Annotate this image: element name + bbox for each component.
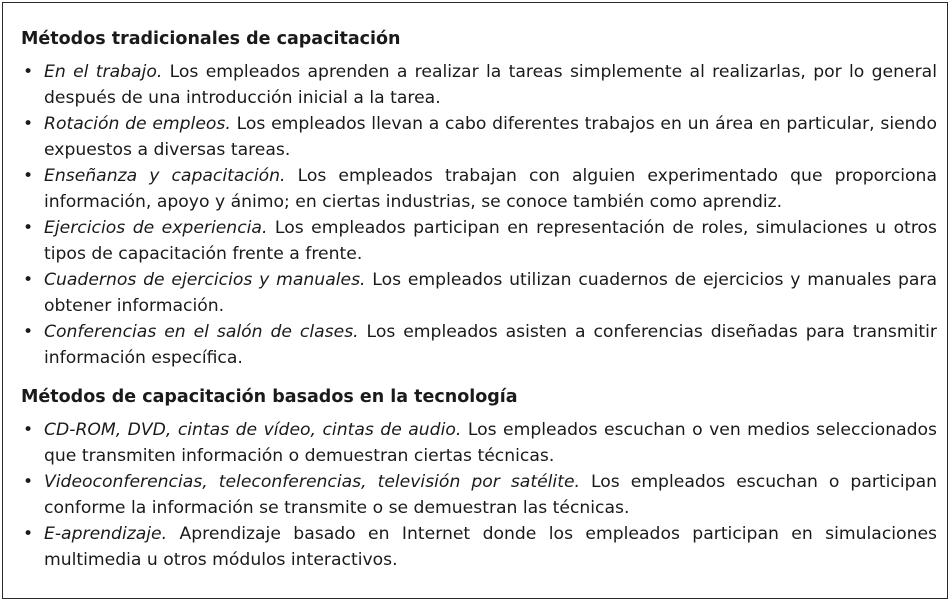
list-item	[21, 469, 937, 521]
item-text: Los empleados utilizan cuadernos de ejercicios y manuales para obtener información.	[44, 270, 937, 316]
list-item	[21, 215, 937, 267]
item-text: Los empleados escuchan o ven medios seleccionados que transmiten información o demuestran ciertas técnicas.	[44, 420, 938, 466]
list-item	[21, 163, 937, 215]
list-item	[21, 267, 937, 319]
bullet-icon: •	[23, 322, 34, 342]
bullet-icon: •	[23, 114, 34, 134]
traditional-methods-list	[21, 59, 937, 371]
item-term: Cuadernos de ejercicios y manuales.	[44, 270, 366, 290]
item-term: Videoconferencias, teleconferencias, televisión por satélite.	[44, 472, 580, 492]
item-text: Los empleados asisten a conferencias diseñadas para transmitir información específica.	[44, 322, 937, 368]
item-term: En el trabajo.	[44, 62, 163, 82]
content-box	[2, 2, 948, 599]
bullet-icon: •	[23, 270, 34, 290]
section-title-traditional: Métodos tradicionales de capacitación	[21, 29, 401, 49]
item-term: CD-ROM, DVD, cintas de vídeo, cintas de audio.	[44, 420, 462, 440]
item-term: Ejercicios de experiencia.	[44, 218, 268, 238]
bullet-icon: •	[23, 472, 34, 492]
item-text: Los empleados trabajan con alguien experimentado que proporciona información, apoyo y ánimo; en ciertas industrias, se conoce también como aprendiz.	[44, 166, 937, 212]
list-item	[21, 319, 937, 371]
item-text: Los empleados llevan a cabo diferentes trabajos en un área en particular, siendo expuestos a diversas tareas.	[44, 114, 937, 160]
item-term: Conferencias en el salón de clases.	[44, 322, 359, 342]
item-text: Los empleados escuchan o participan conforme la información se transmite o se demuestran las técnicas.	[44, 472, 937, 518]
item-text: Los empleados participan en representación de roles, simulaciones u otros tipos de capacitación frente a frente.	[44, 218, 938, 264]
bullet-icon: •	[23, 62, 34, 82]
item-term: E-aprendizaje.	[44, 524, 168, 544]
bullet-icon: •	[23, 420, 34, 440]
content-body	[21, 27, 937, 573]
item-term: Rotación de empleos.	[44, 114, 231, 134]
technology-methods-list	[21, 417, 937, 573]
list-item	[21, 417, 937, 469]
list-item	[21, 521, 937, 573]
item-text: Los empleados aprenden a realizar la tareas simplemente al realizarlas, por lo general después de una introducción inicial a la tarea.	[44, 62, 937, 108]
section-title-technology: Métodos de capacitación basados en la tecnología	[21, 387, 518, 407]
bullet-icon: •	[23, 524, 34, 544]
item-term: Enseñanza y capacitación.	[44, 166, 286, 186]
bullet-icon: •	[23, 166, 34, 186]
list-item	[21, 59, 937, 111]
bullet-icon: •	[23, 218, 34, 238]
item-text: Aprendizaje basado en Internet donde los empleados participan en simulaciones multimedia u otros módulos interactivos.	[44, 524, 937, 570]
list-item	[21, 111, 937, 163]
